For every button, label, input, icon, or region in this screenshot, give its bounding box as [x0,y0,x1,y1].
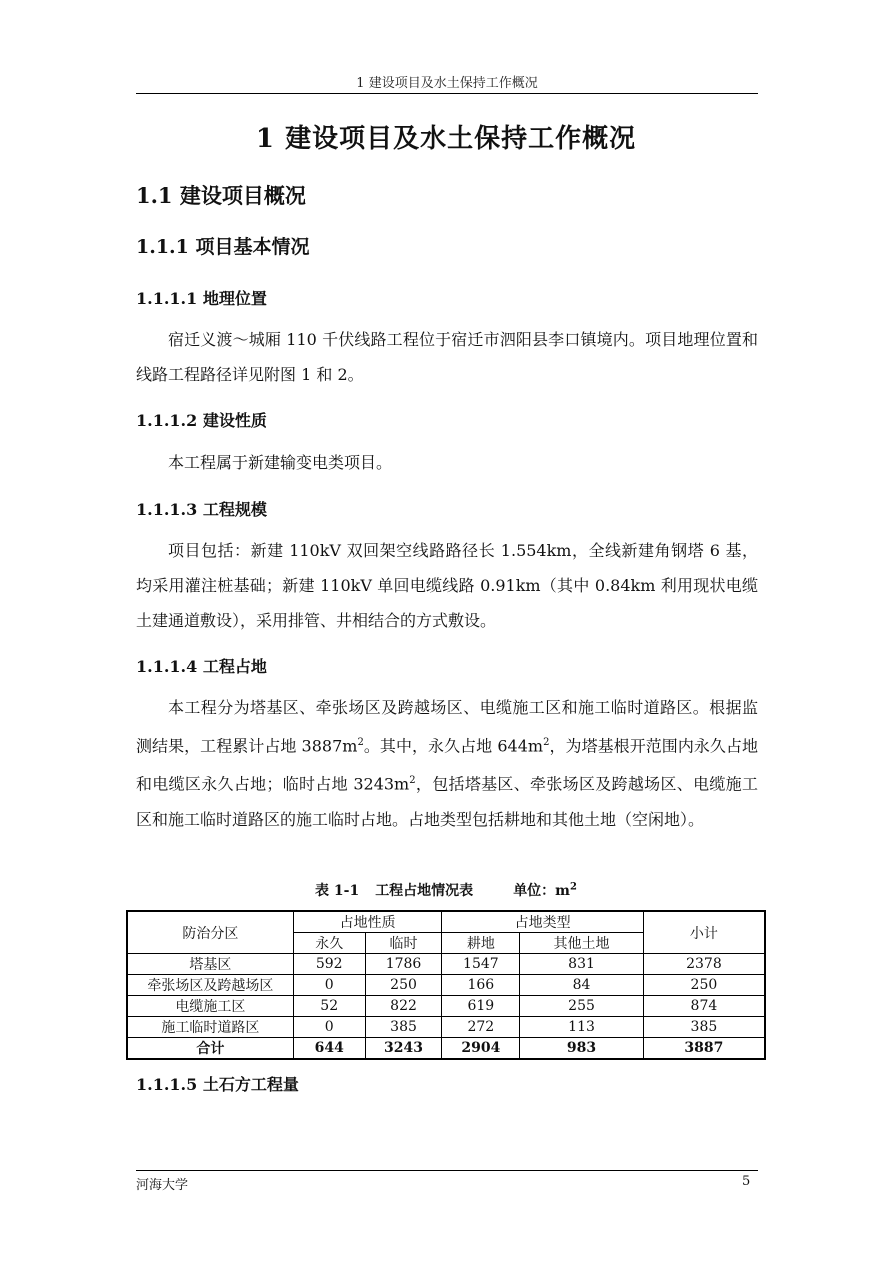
cell-other-land: 255 [520,996,644,1017]
cell-zone: 合计 [127,1038,293,1060]
item-heading-nature: 1.1.1.2 建设性质 [136,411,267,430]
cell-permanent: 644 [293,1038,365,1060]
cell-other-land: 84 [520,975,644,996]
footer-institution: 河海大学 [136,1178,189,1193]
table-caption: 表 1-1 工程占地情况表 单位：$m^2$ [315,881,577,899]
cell-temporary: 3243 [365,1038,442,1060]
item-text-nature: 本工程属于新建输变电类项目。 [168,453,393,472]
cell-temporary: 1786 [365,954,442,975]
cell-temporary: 822 [365,996,442,1017]
cell-permanent: 52 [293,996,365,1017]
item-text-scale: 项目包括：新建 110kV 双回架空线路路径长 1.554km，全线新建角钢塔 6 基，均采用灌注桩基础；新建 110kV 单回电缆线路 0.91km（其中 0.84km 利用现状电缆土建通道敷设），采用排管、井相结合的方式敷设。 [136,541,758,630]
item-heading-location: 1.1.1.1 地理位置 [136,289,267,308]
cell-zone: 施工临时道路区 [127,1017,293,1038]
cell-subtotal: 3887 [643,1038,765,1060]
cell-other-land: 983 [520,1038,644,1060]
table-total-row [127,1038,765,1060]
header-rule [136,93,758,94]
item-text-location: 宿迁义渡～城厢 110 千伏线路工程位于宿迁市泗阳县李口镇境内。项目地理位置和线路工程路径详见附图 1 和 2。 [136,330,758,384]
table-head-farmland: 耕地 [442,933,520,954]
item-heading-earthwork: 1.1.1.5 土石方工程量 [136,1075,299,1094]
cell-subtotal: 385 [643,1017,765,1038]
cell-subtotal: 250 [643,975,765,996]
cell-permanent: 592 [293,954,365,975]
cell-farmland: 1547 [442,954,520,975]
section-heading: 1.1 建设项目概况 [136,183,306,208]
cell-zone: 牵张场区及跨越场区 [127,975,293,996]
cell-farmland: 166 [442,975,520,996]
running-header: 1 建设项目及水土保持工作概况 [356,76,538,91]
table-head-type: 占地类型 [442,911,643,933]
cell-subtotal: 2378 [643,954,765,975]
table-head-other-land: 其他土地 [520,933,644,954]
table-row [127,954,765,975]
land-use-table [126,910,766,1060]
table-row [127,996,765,1017]
item-heading-land-use: 1.1.1.4 工程占地 [136,657,267,676]
cell-permanent: 0 [293,1017,365,1038]
subsection-heading: 1.1.1 项目基本情况 [136,236,310,258]
item-text-land-use: 本工程分为塔基区、牵张场区及跨越场区、电缆施工区和施工临时道路区。根据监测结果，工程累计占地 $3887m^2$。其中，永久占地 $644m^2$，为塔基根开范围内永久占地和电缆区永久占地；临时占地 $3243m^2$，包括塔基区、牵张场区及跨越场区、电缆施工区和施工临时道路区的施工临时占地。占地类型包括耕地和其他土地（空闲地）。 [136,698,758,829]
cell-temporary: 250 [365,975,442,996]
table-row [127,1017,765,1038]
table-head-zone: 防治分区 [127,911,293,954]
table-head-temporary: 临时 [365,933,442,954]
item-heading-scale: 1.1.1.3 工程规模 [136,500,267,519]
table-head-nature: 占地性质 [293,911,442,933]
cell-farmland: 272 [442,1017,520,1038]
cell-subtotal: 874 [643,996,765,1017]
cell-temporary: 385 [365,1017,442,1038]
chapter-title: 1 建设项目及水土保持工作概况 [255,124,637,154]
cell-other-land: 831 [520,954,644,975]
footer-rule [136,1170,758,1171]
cell-farmland: 619 [442,996,520,1017]
table-head-permanent: 永久 [293,933,365,954]
table-row [127,975,765,996]
table-head-subtotal: 小计 [643,911,765,954]
cell-zone: 塔基区 [127,954,293,975]
cell-permanent: 0 [293,975,365,996]
cell-other-land: 113 [520,1017,644,1038]
cell-zone: 电缆施工区 [127,996,293,1017]
page-number: 5 [742,1174,751,1189]
cell-farmland: 2904 [442,1038,520,1060]
